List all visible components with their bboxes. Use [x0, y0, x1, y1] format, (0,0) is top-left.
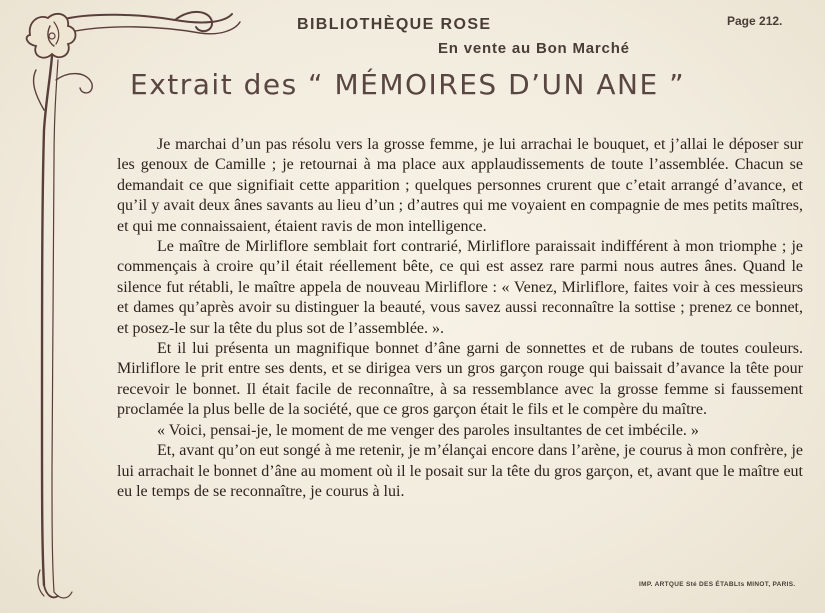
paragraph: Le maître de Mirliflore semblait fort contrarié, Mirliflore paraissait indifférent à mon triomphe ; je commençais à croire qu’il était réellement bête, ce qui est assez rare parmi nous autres ânes. Quand le silence fut rétabli, le maître appela de nouveau Mirliflore : « Venez, Mirliflore, faites voir à ces messieurs et dames qu’après avoir su distinguer la beauté, vous savez aussi reconnaître la sottise ; prenez ce bonnet, et posez-le sur la tête du plus sot de l’assemblée. ». [117, 238, 803, 337]
series-title: BIBLIOTHÈQUE ROSE [297, 16, 492, 33]
printer-imprint: IMP. ARTQUE Sté DES ÉTABLts MINOT, PARIS. [639, 581, 796, 588]
paragraph: Et il lui présenta un magnifique bonnet d’âne garni de sonnettes et de rubans de toutes couleurs. Mirliflore le prit entre ses dents, et se dirigea vers un gros garçon rouge qui baissait d’avance la tête pour recevoir le bonnet. Il était facile de reconnaître, à sa ressemblance avec la grosse femme si faussement proclamée la plus belle de la société, que ce gros garçon était le fils et le compère du maître. [117, 340, 803, 419]
page-title: Extrait des “ MÉMOIRES D’UN ANE ” [130, 68, 686, 101]
paragraph: « Voici, pensai-je, le moment de me venger des paroles insultantes de cet imbécile. » [157, 421, 699, 439]
page-number: Page 212. [727, 14, 783, 28]
text-body [117, 135, 803, 502]
series-subtitle: En vente au Bon Marché [438, 40, 630, 57]
paragraph: Je marchai d’un pas résolu vers la grosse femme, je lui arrachai le bouquet, et j’allai le déposer sur les genoux de Camille ; je retournai à ma place aux applaudissements de toute l’assemblée. Chacun se demandait ce que signifiait cette apparition ; quelques personnes crurent que c’etait arrangé d’avance, et qu’il y avait deux ânes savants au lieu d’un ; d’autres qui me voyaient en compagnie de mes petits maîtres, et qui me connaissaient, étaient ravis de mon intelligence. [117, 136, 803, 235]
paragraph: Et, avant qu’on eut songé à me retenir, je m’élançai encore dans l’arène, je courus à mon confrère, je lui arrachait le bonnet d’âne au moment où il le posait sur la tête du gros garçon, et, avant que le maître eut eu le temps de se reconnaître, je courus à lui. [117, 442, 803, 500]
